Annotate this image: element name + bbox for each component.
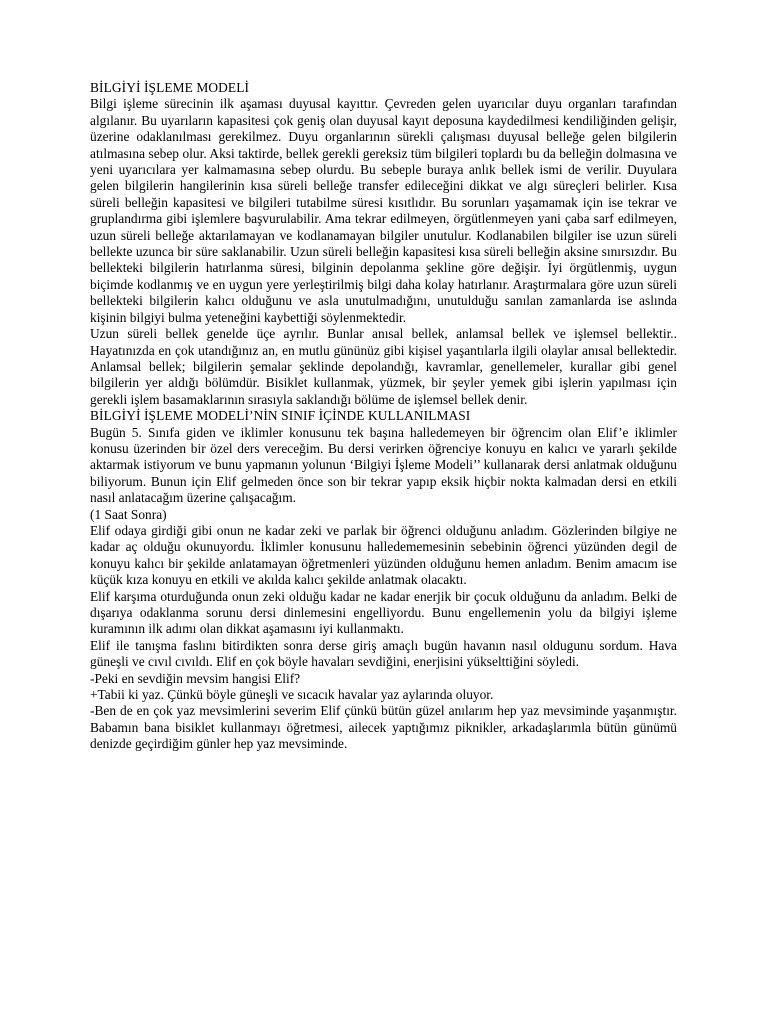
paragraph-lesson-intro: Bugün 5. Sınıfa giden ve iklimler konusunu tek başına halledemeyen bir öğrencim olan Elif’e iklimler konusu üzerinden bir özel ders vereceğim. Bu dersi verirken öğrenciye konuyu en kalıcı ve yararlı şekilde aktarmak istiyorum ve bunu yapmanın yolunun ‘Bilgiyi İşleme Modeli’’ kullanarak dersi anlatmak olduğunu biliyorum. Bunun için Elif gelmeden önce son bir tekrar yapıp eksik hiçbir nokta kalmadan dersi en etkili nasıl anlatacağım üzerine çalışacağım. xyxy=(90,424,677,506)
paragraph-time-note: (1 Saat Sonra) xyxy=(90,506,167,522)
dialogue-line-answer: +Tabii ki yaz. Çünkü böyle güneşli ve sıcacık havalar yaz aylarında oluyor. xyxy=(90,687,494,703)
dialogue-line-summer-memories: -Ben de en çok yaz mevsimlerini severim Elif çünkü bütün güzel anılarım hep yaz mevsiminde yaşanmıştır. Babamın bana bisiklet kullanmayı öğretmesi, ailecek yaptığımız piknikler, arkadaşlarımla bütün günümü denizde geçirdiğim günler hep yaz mevsiminde. xyxy=(90,703,677,752)
section-heading-model: BİLGİYİ İŞLEME MODELİ xyxy=(90,80,250,95)
paragraph-elif-enters: Elif odaya girdiği gibi onun ne kadar zeki ve parlak bir öğrenci olduğunu anladım. Gözlerinden bilgiye ne kadar aç olduğu okunuyordu. İklimler konusunu halledememesinin sebebinin öğrenci yüzünden degil de konuyu kalıcı bir şekilde anlatamayan öğretmenleri yüzünden olduğunu hemen anladım. Benim amacım ise küçük kıza konuyu en etkili ve akılda kalıcı şekilde anlatmak olacaktı. xyxy=(90,522,677,588)
section-heading-classroom-use: BİLGİYİ İŞLEME MODELİ’NİN SINIF İÇİNDE KULLANILMASI xyxy=(90,408,471,424)
paragraph-elif-energetic: Elif karşıma oturduğunda onun zeki olduğu kadar ne kadar enerjik bir çocuk olduğunu da anladım. Belki de dışarıya odaklanma sorunu dersi dinlemesini engelliyordu. Bunu engellemenin yolu da bilgiyi işleme kuramının ilk adımı olan dikkat aşamasını iyi kullanmaktı. xyxy=(90,588,677,637)
paragraph-weather-talk: Elif ile tanışma faslını bitirdikten sonra derse giriş amaçlı bugün havanın nasıl oldugunu sordum. Hava güneşli ve cıvıl cıvıldı. Elif en çok böyle havaları sevdiğini, enerjisini yükselttiğini söyledi. xyxy=(90,637,677,670)
dialogue-line-question: -Peki en sevdiğin mevsim hangisi Elif? xyxy=(90,670,301,686)
paragraph-long-term-memory: Uzun süreli bellek genelde üçe ayrılır. Bunlar anısal bellek, anlamsal bellek ve işlemsel bellektir.. Hayatınızda en çok utandığınız an, en mutlu gününüz gibi kişisel yaşantılarla ilgili olaylar anısal bellektedir. Anlamsal bellek; bilgilerin şemalar şeklinde depolandığı, kavramlar, genellemeler, kurallar gibi genel bilgilerin yer aldığı bölümdür. Bisiklet kullanmak, yüzmek, bir şeyler yemek gibi işlerin yapılması için gerekli işlem basamaklarının sırasıyla saklandığı bölüme de işlemsel bellek denir. xyxy=(90,326,677,407)
document-body xyxy=(90,80,677,753)
paragraph-sensory-memory: Bilgi işleme sürecinin ilk aşaması duyusal kayıttır. Çevreden gelen uyarıcılar duyu organları tarafından algılanır. Bu uyarıların kapasitesi çok geniş olan duyusal kayıt deposuna kaydedilmesi kendiliğinden gelişir, üzerine odaklanılması gerekilmez. Duyu organlarının sürekli çalışması duyusal belleğe gelen bilgilerin atılmasına sebep olur. Aksi taktirde, bellek gerekli gereksiz tüm bilgileri toplardı bu da belleğin dolmasına ve yeni uyarıcılara yer kalmamasına sebep olurdu. Bu sebeple buraya anlık bellek ismi de verilir. Duyulara gelen bilgilerin hangilerinin kısa süreli belleğe transfer edileceğini dikkat ve algı süreçleri belirler. Kısa süreli belleğin kapasitesi ve bilgileri tutabilme süresi kısıtlıdır. Bu sorunları yaşamamak için ise tekrar ve gruplandırma gibi işlemlere başvurulabilir. Ama tekrar edilmeyen, örgütlenmeyen yani çaba sarf edilmeyen, uzun süreli belleğe aktarılamayan ve kodlanamayan bilgiler unutulur. Kodlanabilen bilgiler ise uzun süreli bellekte uzunca bir süre saklanabilir. Uzun süreli belleğin kapasitesi kısa süreli belleğin aksine sınırsızdır. Bu bellekteki bilgilerin hatırlanma süresi, bilginin depolanma şekline göre değişir. İyi örgütlenmiş, uygun biçimde kodlanmış ve en uygun yere yerleştirilmiş bilgi daha kolay hatırlanır. Araştırmalara göre uzun süreli bellekteki bilgilerin kalıcı olduğunu ve asla unutulmadığını, unutulduğu sanılan zamanlarda ise aslında kişinin bilgiyi bulma yeteneğini kaybettiği söylenmektedir. xyxy=(90,96,677,325)
